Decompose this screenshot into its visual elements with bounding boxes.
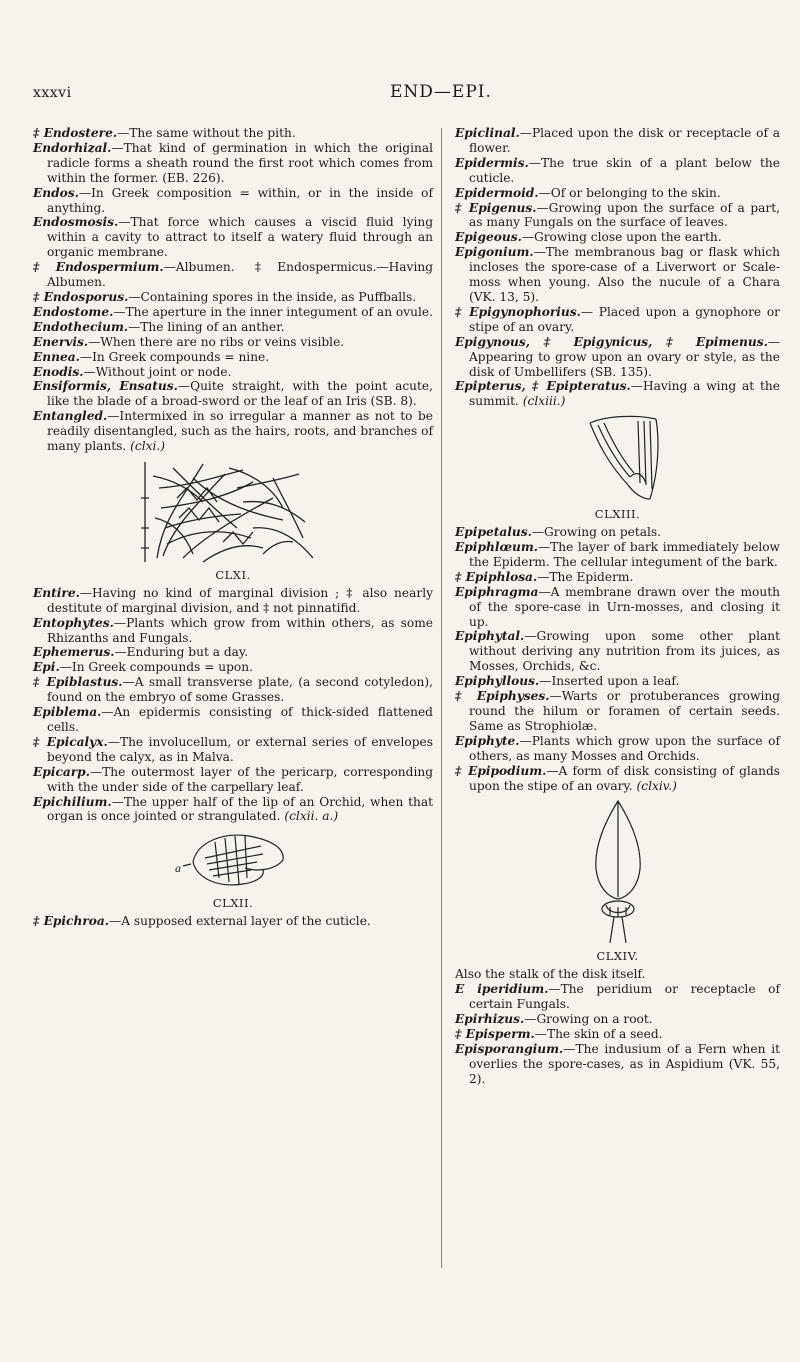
glossary-entry <box>455 1026 780 1042</box>
glossary-entry <box>455 334 780 380</box>
entry-list <box>33 126 433 454</box>
entry-list <box>455 982 780 1086</box>
entry-definition: —Inserted upon a leaf. <box>539 674 680 689</box>
glossary-entry <box>33 615 433 646</box>
figure-caption: CLXIV. <box>596 949 639 964</box>
entry-term: ‡ Endostere. <box>33 126 118 140</box>
entry-term: Endostome. <box>33 304 114 319</box>
entry-definition: —A supposed external layer of the cuticle. <box>109 914 371 929</box>
entry-definition: —That force which causes a viscid fluid lying within a cavity to attract to itself a watery fluid through an organic membrane. <box>47 215 433 260</box>
entry-definition: —The true skin of a plant below the cuticle. <box>469 155 780 185</box>
entry-term: ‡Endospermium. <box>33 260 164 275</box>
entry-term: ‡ Epipodium. <box>455 763 547 778</box>
glossary-entry <box>33 705 433 735</box>
entry-definition: —The peridium or receptacle of certain Fungals. <box>469 982 780 1012</box>
entry-definition: —The layer of bark immediately below the Epiderm. The cellular integument of the bark. <box>469 540 780 569</box>
entry-term: Epiclinal. <box>455 126 520 140</box>
entry-definition: —When there are no ribs or veins visible. <box>88 334 345 349</box>
entry-definition: —A form of disk consisting of glands upon the stipe of an ovary. <box>469 763 780 793</box>
glossary-entry <box>33 319 433 335</box>
entry-term: Endothecium. <box>33 319 129 334</box>
orchid-lip-illustration <box>153 828 313 894</box>
entry-definition: —Of or belonging to the skin. <box>538 185 721 200</box>
entry-term: Epiphragma <box>455 584 539 599</box>
glossary-entry <box>33 289 433 305</box>
right-column <box>455 126 780 1087</box>
entry-definition: —Albumen. ‡Endospermicus.—Having Albumen. <box>47 260 433 290</box>
glossary-entry <box>455 1041 780 1087</box>
entry-definition: —Growing on a root. <box>524 1012 653 1027</box>
entry-definition: —In Greek compounds = nine. <box>79 349 270 364</box>
entry-term: Episporangium. <box>455 1041 564 1056</box>
glossary-entry <box>455 733 780 764</box>
entry-definition: —Appearing to grow upon an ovary or style, as the disk of Umbellifers (SB. 135). <box>469 334 780 379</box>
glossary-entry <box>33 260 433 290</box>
entry-term: ‡ Epiphlosa. <box>455 569 538 584</box>
entry-definition: —Having a wing at the summit. <box>469 379 780 409</box>
entry-term: Entangled. <box>33 409 108 424</box>
figure-caption: CLXII. <box>212 896 254 911</box>
entry-definition: —The aperture in the inner integument of an ovule. <box>113 304 433 319</box>
figure-clxi <box>33 458 433 583</box>
entry-term: Endosmosis. <box>33 215 119 230</box>
figure-reference: (clxiii.) <box>522 394 566 409</box>
entry-definition: —The Epiderm. <box>537 569 634 584</box>
glossary-entry <box>33 126 433 141</box>
entry-term: Endorhizal. <box>33 140 112 155</box>
entry-definition: —Without joint or node. <box>83 364 232 379</box>
continuation-text: Also the stalk of the disk itself. <box>455 967 646 982</box>
entry-definition: —Growing on petals. <box>531 525 662 540</box>
glossary-entry <box>455 540 780 570</box>
entry-term: Epipterus, ‡ Epipteratus. <box>455 379 631 394</box>
glossary-entry <box>33 140 433 186</box>
figure-clxiv <box>455 797 780 964</box>
glossary-entry <box>33 185 433 216</box>
entry-definition: —Growing upon the surface of a part, as many Fungals on the surface of leaves. <box>469 200 780 230</box>
entry-term: Epiphlœum. <box>455 540 538 555</box>
entry-term: Epidermis. <box>455 155 529 170</box>
entry-term: Epiphyte. <box>455 733 520 748</box>
glossary-entry <box>33 334 433 350</box>
entry-definition: —The indusium of a Fern when it overlies the spore-cases, as in Aspidium (VK. 55, 2). <box>469 1041 780 1086</box>
glossary-entry <box>455 674 780 689</box>
entry-definition: —Having no kind of marginal division ; ‡ also nearly destitute of marginal division, and ‡ not pinnatifid. <box>47 585 433 615</box>
glossary-entry <box>33 645 433 660</box>
entry-definition: — Placed upon a gynophore or stipe of an ovary. <box>469 304 780 334</box>
epipodium-illustration <box>578 797 658 947</box>
glossary-entry <box>455 763 780 794</box>
glossary-entry <box>455 185 780 201</box>
entry-term: ‡ Epichroa. <box>33 914 110 929</box>
entry-list <box>455 525 780 793</box>
glossary-entry <box>33 914 433 929</box>
figure-clxii <box>33 828 433 911</box>
glossary-entry <box>33 304 433 320</box>
entry-term: Epidermoid. <box>455 185 539 200</box>
entry-term: ‡ Epiphyses. <box>455 689 550 704</box>
glossary-entry <box>455 689 780 734</box>
entry-definition: —Quite straight, with the point acute, like the blade of a broad-sword or the leaf of an Iris (SB. 8). <box>47 379 433 409</box>
entry-term: Epirhizus. <box>455 1012 525 1027</box>
figure-reference: (clxii. a.) <box>284 809 339 824</box>
glossary-entry <box>455 569 780 585</box>
entry-definition: —The same without the pith. <box>117 126 296 140</box>
entry-term: Ennea. <box>33 349 80 364</box>
left-column <box>33 126 433 929</box>
figure-reference: (clxi.) <box>130 439 166 454</box>
entry-definition: —Growing close upon the earth. <box>521 230 722 245</box>
entry-list <box>33 914 433 929</box>
entry-definition: —The membranous bag or flask which incloses the spore-case of a Liverwort or Scale-moss when young. Also the nucule of a Chara (VK. 13, 5). <box>469 245 780 304</box>
glossary-entry <box>455 126 780 156</box>
entry-term: Epiphytal. <box>455 629 525 644</box>
entry-definition: —Warts or protuberances growing round the hilum or foramen of certain seeds. Same as Strophiolæ. <box>469 689 780 733</box>
entry-definition: —Enduring but a day. <box>114 645 249 660</box>
entry-term: Endos. <box>33 185 79 200</box>
entry-definition: —The skin of a seed. <box>534 1026 663 1041</box>
entry-list <box>455 126 780 409</box>
entry-definition: —In Greek composition = within, or in the inside of anything. <box>47 185 433 215</box>
entry-term: Epichilium. <box>33 794 112 809</box>
glossary-entry <box>455 379 780 409</box>
glossary-entry <box>33 794 433 825</box>
figure-caption: CLXI. <box>215 567 251 582</box>
glossary-entry <box>33 215 433 260</box>
entry-term: Entophytes. <box>33 615 114 630</box>
entry-definition: —The lining of an anther. <box>128 319 285 334</box>
glossary-entry <box>33 764 433 795</box>
entry-term: Epiblema. <box>33 705 102 720</box>
entry-definition: —A small transverse plate, (a second cotyledon), found on the embryo of some Grasses. <box>47 675 433 705</box>
entry-definition: —Plants which grow from within others, as some Rhizanths and Fungals. <box>47 615 433 645</box>
glossary-entry <box>455 155 780 186</box>
glossary-entry <box>33 734 433 765</box>
entry-definition: —Intermixed in so irregular a manner as not to be readily disentangled, such as the hairs, roots, and branches of many plants. <box>47 409 433 454</box>
entry-definition: —In Greek compounds = upon. <box>59 660 253 675</box>
figure-reference: (clxiv.) <box>636 778 677 793</box>
tangled-roots-illustration <box>133 458 333 566</box>
entry-definition: —Growing upon some other plant without deriving any nutrition from its juices, as Mosses, Orchids, &c. <box>469 629 780 674</box>
figure-caption: CLXIII. <box>594 507 641 522</box>
entry-definition: —The upper half of the lip of an Orchid, when that organ is once jointed or strangulated. <box>47 794 433 824</box>
figure-clxiii <box>455 413 780 522</box>
entry-term: Epi. <box>33 660 60 675</box>
entry-definition: —Plants which grow upon the surface of others, as many Mosses and Orchids. <box>469 733 780 763</box>
glossary-entry <box>33 585 433 616</box>
entry-term: ‡ Epiblastus. <box>33 675 123 690</box>
entry-term: Epigeous. <box>455 230 522 245</box>
entry-term: Epicarp. <box>33 764 90 779</box>
entry-term: Epigynous, ‡ Epigynicus, ‡ Epimenus. <box>455 334 768 349</box>
entry-list <box>33 586 433 825</box>
glossary-entry <box>33 409 433 454</box>
glossary-entry <box>33 660 433 675</box>
entry-definition: —An epidermis consisting of thick-sided flattened cells. <box>47 705 433 734</box>
entry-term: Epiphyllous. <box>455 674 540 689</box>
entry-definition: —A membrane drawn over the mouth of the spore-case in Urn-mosses, and closing it up. <box>469 584 780 629</box>
glossary-entry <box>455 304 780 335</box>
entry-definition: —Containing spores in the inside, as Puffballs. <box>128 289 417 304</box>
entry-term: Ensiformis, Ensatus. <box>33 379 178 394</box>
glossary-entry <box>455 200 780 231</box>
entry-term: ‡ Endosporus. <box>33 289 129 304</box>
glossary-entry <box>33 349 433 365</box>
entry-term: Entire. <box>33 585 80 600</box>
entry-term: Enervis. <box>33 334 89 349</box>
running-head: END—EPI. <box>390 82 492 102</box>
glossary-entry <box>33 379 433 409</box>
glossary-entry <box>455 982 780 1012</box>
entry-term: Ephemerus. <box>33 645 115 660</box>
entry-term: ‡ Epicalyx. <box>33 734 108 749</box>
column-divider <box>441 128 442 1268</box>
entry-definition: —Placed upon the disk or receptacle of a flower. <box>469 126 780 155</box>
figure-label: a <box>175 861 181 876</box>
glossary-entry <box>455 245 780 305</box>
entry-term: ‡ Episperm. <box>455 1026 535 1041</box>
entry-term: Enodis. <box>33 364 84 379</box>
glossary-entry <box>455 629 780 674</box>
entry-term: Epigonium. <box>455 245 534 260</box>
glossary-entry <box>455 584 780 630</box>
winged-fruit-illustration <box>568 413 668 505</box>
entry-definition: —The involucellum, or external series of envelopes beyond the calyx, as in Malva. <box>47 734 433 764</box>
entry-definition: —That kind of germination in which the original radicle forms a sheath round the first root which comes from within the former. (EB. 226). <box>47 140 433 185</box>
glossary-entry <box>455 230 780 245</box>
glossary-entry <box>455 525 780 540</box>
glossary-entry <box>455 1012 780 1027</box>
entry-definition: —The outermost layer of the pericarp, corresponding with the under side of the carpellary leaf. <box>47 764 433 794</box>
page-number: xxxvi <box>33 85 72 101</box>
entry-term: Epipetalus. <box>455 525 532 540</box>
glossary-entry <box>33 675 433 705</box>
entry-term: E iperidium. <box>455 982 549 997</box>
entry-term: ‡ Epigynophorius. <box>455 304 581 319</box>
entry-term: ‡ Epigenus. <box>455 200 537 215</box>
glossary-entry <box>33 364 433 380</box>
